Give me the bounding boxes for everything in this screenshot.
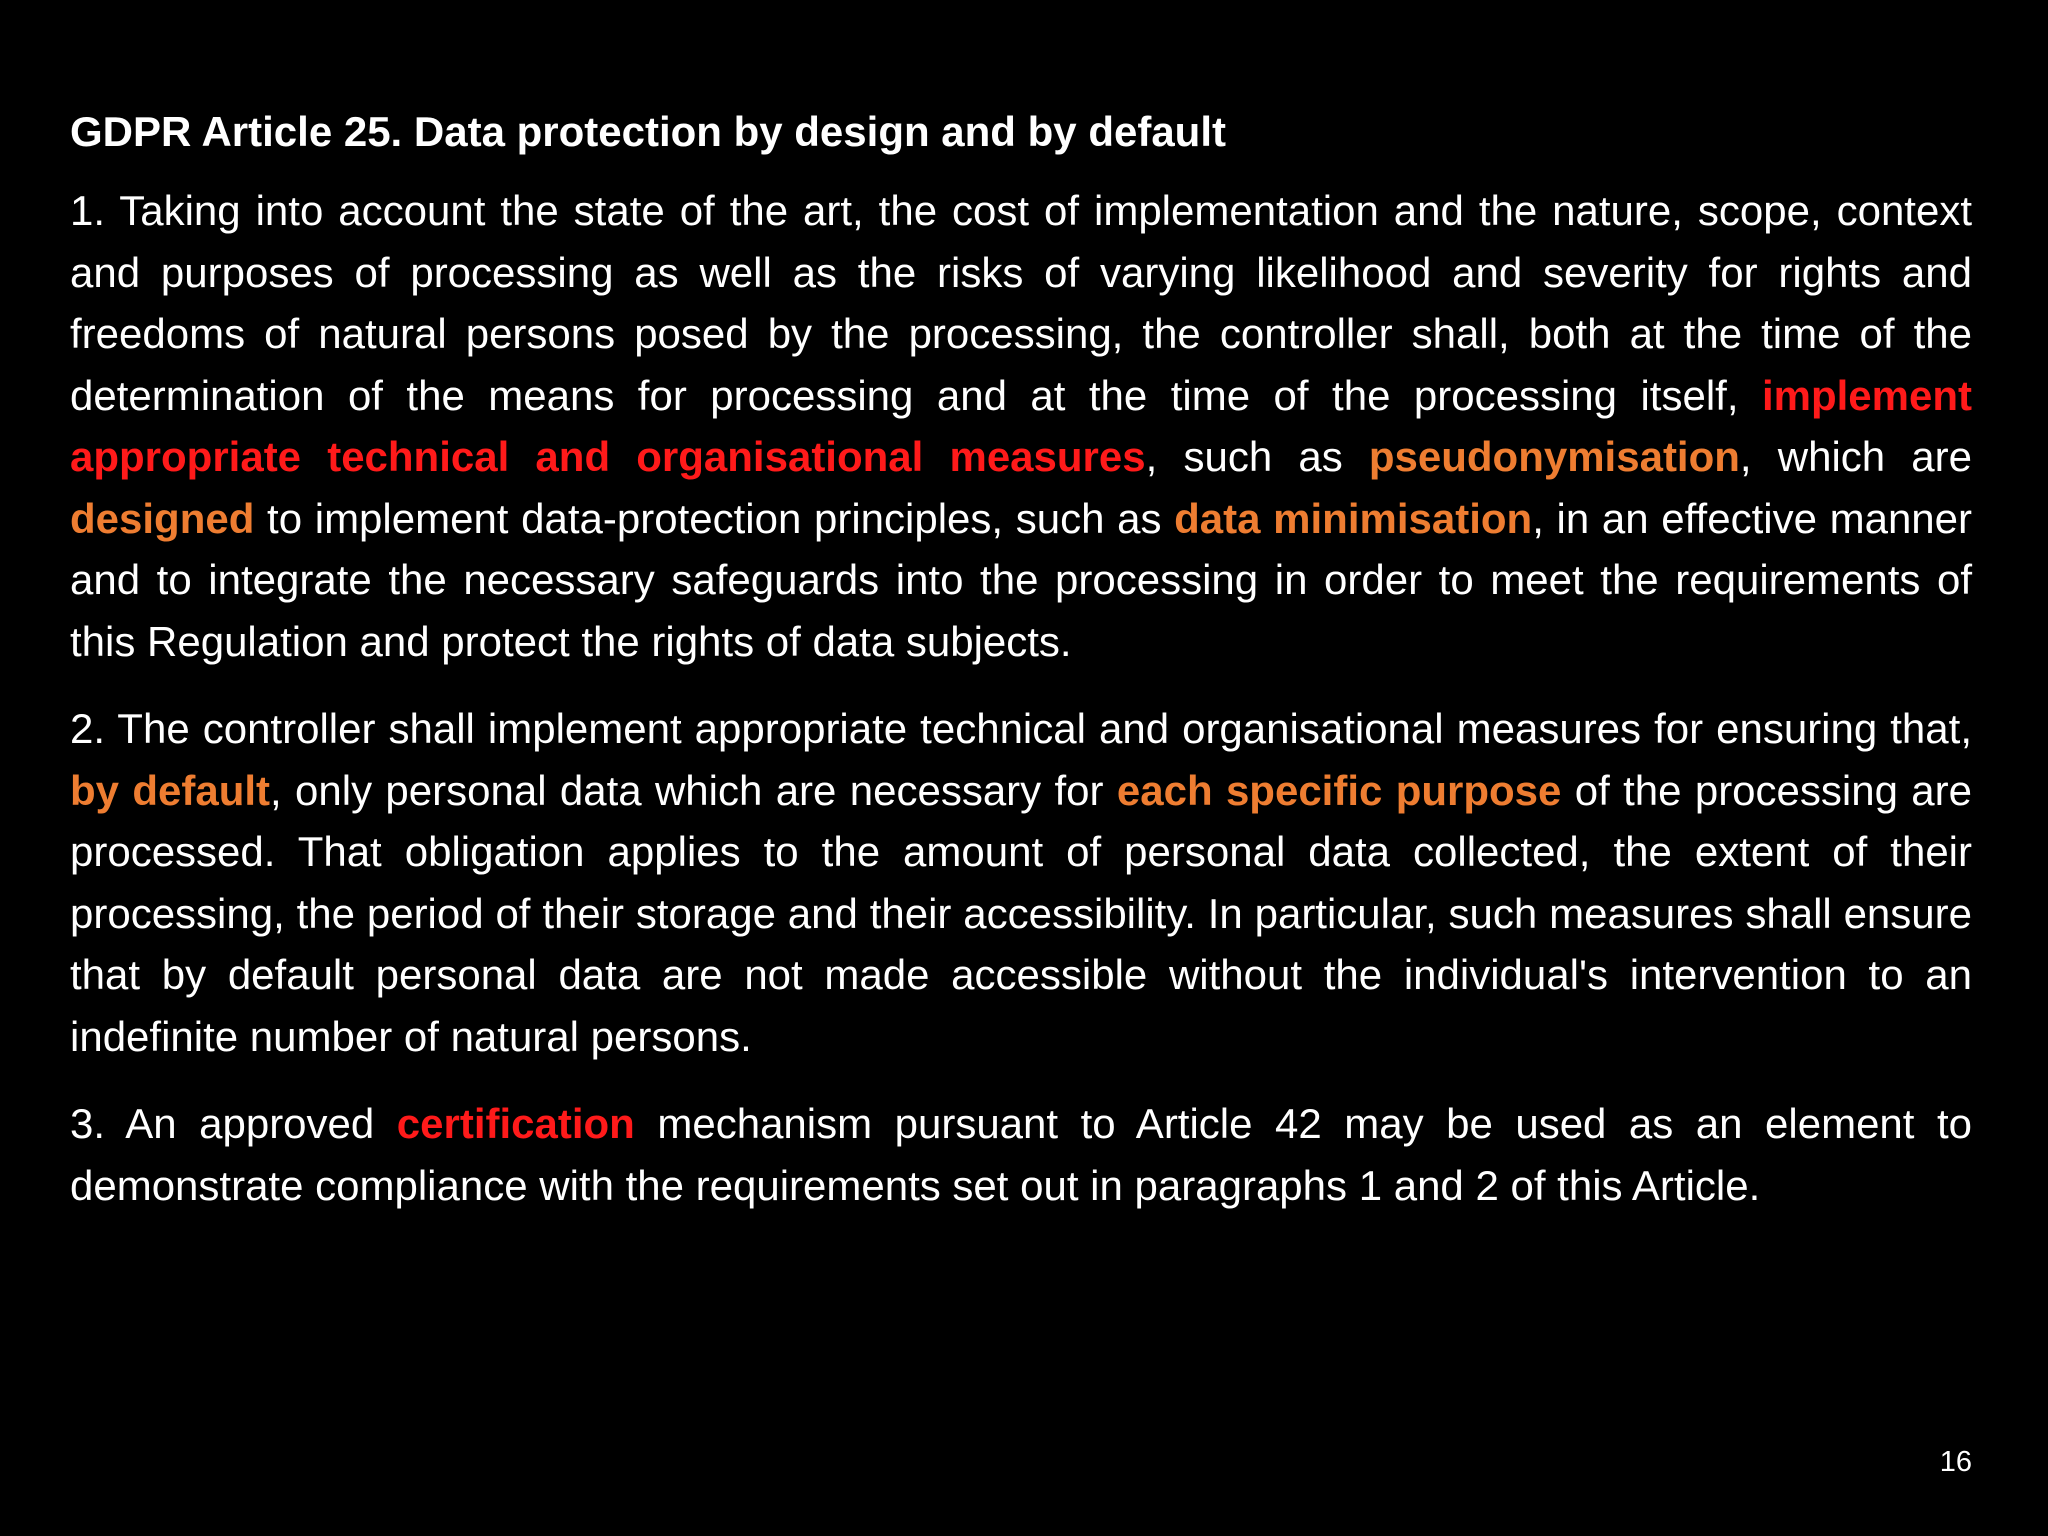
highlight-pseudonymisation: pseudonymisation	[1368, 433, 1740, 480]
highlight-certification: certification	[396, 1100, 635, 1147]
paragraph-1-text-2: , such as	[1145, 433, 1369, 480]
paragraph-2-text-2: , only personal data which are necessary for	[270, 766, 1117, 814]
page-number: 16	[1939, 1446, 1972, 1478]
highlight-each-specific-purpose: each specific purpose	[1116, 766, 1562, 814]
paragraph-2-text-3: of the processing are processed. That obligation applies to the amount of personal data collected, the extent of their processing, the period of their storage and their accessibility. In particular, such measures shall ensure that by default personal data are not made accessible without the individual's intervention to an indefinite number of natural persons.	[70, 766, 1972, 1060]
paragraph-1-text-1: 1. Taking into account the state of the art, the cost of implementation and the nature, scope, context and purposes of processing as well as the risks of varying likelihood and severity for rights and freedoms of natural persons posed by the processing, the controller shall, both at the time of the determination of the means for processing and at the time of the processing itself,	[70, 187, 1972, 419]
highlight-by-default: by default	[70, 766, 271, 814]
paragraph-2	[70, 698, 1972, 1067]
highlight-data-minimisation: data minimisation	[1174, 494, 1533, 542]
highlight-implement-measures: implement appropriate technical and organisational measures	[70, 371, 1972, 480]
paragraph-3	[70, 1093, 1972, 1216]
paragraph-2-text-1: 2. The controller shall implement appropriate technical and organisational measures for ensuring that,	[70, 705, 1972, 752]
slide-title: GDPR Article 25. Data protection by design and by default	[70, 108, 1226, 155]
paragraph-3-text-2: mechanism pursuant to Article 42 may be used as an element to demonstrate compliance with the requirements set out in paragraphs 1 and 2 of this Article.	[70, 1100, 1972, 1209]
paragraph-1	[70, 180, 1972, 672]
paragraph-1-text-5: , in an effective manner and to integrate the necessary safeguards into the processing in order to meet the requirements of this Regulation and protect the rights of data subjects.	[70, 494, 1972, 665]
slide-content	[70, 100, 1972, 1242]
paragraph-1-text-3: , which are	[1739, 433, 1972, 480]
paragraph-3-text-1: 3. An approved	[70, 1100, 397, 1147]
highlight-designed: designed	[70, 494, 255, 542]
paragraph-1-text-4: to implement data-protection principles, such as	[254, 494, 1175, 542]
